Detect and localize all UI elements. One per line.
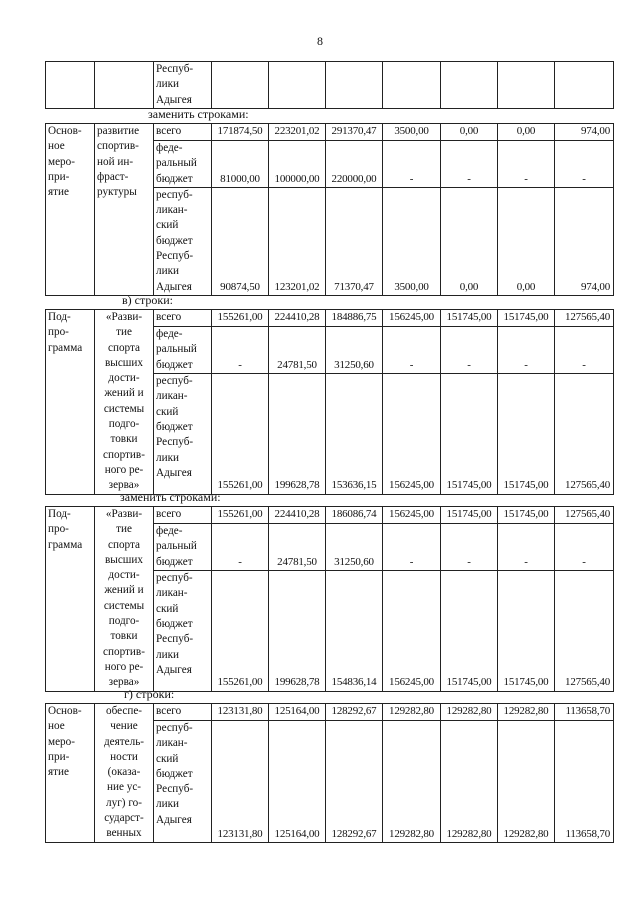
value-cell: 129282,80 bbox=[441, 721, 498, 843]
value-cell: 199628,78 bbox=[269, 571, 326, 691]
value-cell: 24781,50 bbox=[269, 327, 326, 374]
value-cell: 113658,70 bbox=[555, 721, 614, 843]
source-cell: феде- ральный бюджет bbox=[154, 524, 212, 571]
value-cell: 199628,78 bbox=[269, 374, 326, 494]
value-cell: - bbox=[555, 327, 614, 374]
source-cell: Респуб- лики Адыгея bbox=[154, 62, 212, 109]
value-cell: 129282,80 bbox=[498, 704, 555, 721]
table-row bbox=[46, 310, 614, 327]
row-name: обеспе- чение деятель- ности (оказа- ние ус- луг) го- сударст- венных bbox=[95, 704, 154, 843]
value-cell: 151745,00 bbox=[441, 507, 498, 524]
value-cell: 151745,00 bbox=[498, 507, 555, 524]
source-cell: феде- ральный бюджет bbox=[154, 141, 212, 188]
source-cell: респуб- ликан- ский бюджет Респуб- лики Адыгея bbox=[154, 187, 212, 295]
value-cell: 223201,02 bbox=[269, 124, 326, 141]
caption-replace: заменить строками: bbox=[120, 490, 221, 504]
value-cell: 151745,00 bbox=[441, 374, 498, 494]
value-cell: 974,00 bbox=[555, 187, 614, 295]
value-cell: 127565,40 bbox=[555, 374, 614, 494]
value-cell: 224410,28 bbox=[269, 310, 326, 327]
value-cell: - bbox=[212, 327, 269, 374]
value-cell: 125164,00 bbox=[269, 721, 326, 843]
value-cell: 123131,80 bbox=[212, 704, 269, 721]
value-cell: 974,00 bbox=[555, 124, 614, 141]
value-cell: - bbox=[498, 327, 555, 374]
value-cell: - bbox=[441, 327, 498, 374]
source-cell: респуб- ликан- ский бюджет Респуб- лики Адыгея bbox=[154, 571, 212, 691]
row-name: развитие спортив- ной ин- фраст- руктуры bbox=[95, 124, 154, 296]
value-cell: 151745,00 bbox=[498, 571, 555, 691]
value-cell: 128292,67 bbox=[326, 704, 383, 721]
caption-replace: заменить строками: bbox=[148, 107, 249, 121]
page-number: 8 bbox=[317, 34, 323, 48]
source-cell: всего bbox=[154, 310, 212, 327]
table-subprogram-old bbox=[45, 309, 614, 495]
value-cell: - bbox=[498, 524, 555, 571]
value-cell: 156245,00 bbox=[383, 310, 441, 327]
value-cell: - bbox=[383, 327, 441, 374]
table-row bbox=[46, 507, 614, 524]
value-cell: 127565,40 bbox=[555, 571, 614, 691]
value-cell: 113658,70 bbox=[555, 704, 614, 721]
table-infrastructure bbox=[45, 123, 614, 296]
value-cell: 3500,00 bbox=[383, 124, 441, 141]
value-cell: 0,00 bbox=[441, 187, 498, 295]
value-cell: 154836,14 bbox=[326, 571, 383, 691]
value-cell: 155261,00 bbox=[212, 507, 269, 524]
value-cell: - bbox=[441, 141, 498, 188]
value-cell: 81000,00 bbox=[212, 141, 269, 188]
value-cell: - bbox=[441, 524, 498, 571]
value-cell: 155261,00 bbox=[212, 310, 269, 327]
value-cell: 129282,80 bbox=[383, 721, 441, 843]
table-row bbox=[46, 62, 614, 109]
source-cell: всего bbox=[154, 507, 212, 524]
value-cell: 171874,50 bbox=[212, 124, 269, 141]
value-cell: 128292,67 bbox=[326, 721, 383, 843]
value-cell: 151745,00 bbox=[498, 310, 555, 327]
value-cell: 129282,80 bbox=[498, 721, 555, 843]
value-cell: 125164,00 bbox=[269, 704, 326, 721]
value-cell: - bbox=[498, 141, 555, 188]
source-cell: всего bbox=[154, 124, 212, 141]
value-cell: 31250,60 bbox=[326, 524, 383, 571]
value-cell: 127565,40 bbox=[555, 310, 614, 327]
value-cell: 100000,00 bbox=[269, 141, 326, 188]
source-cell: всего bbox=[154, 704, 212, 721]
value-cell: 127565,40 bbox=[555, 507, 614, 524]
value-cell: 123201,02 bbox=[269, 187, 326, 295]
value-cell: 153636,15 bbox=[326, 374, 383, 494]
table-row bbox=[46, 704, 614, 721]
value-cell: 156245,00 bbox=[383, 374, 441, 494]
value-cell: 0,00 bbox=[441, 124, 498, 141]
table-row bbox=[46, 124, 614, 141]
value-cell: - bbox=[212, 524, 269, 571]
row-type: Под- про- грамма bbox=[46, 507, 95, 692]
value-cell: 3500,00 bbox=[383, 187, 441, 295]
source-cell: респуб- ликан- ский бюджет Респуб- лики Адыгея bbox=[154, 374, 212, 494]
caption-v-rows: в) строки: bbox=[122, 293, 173, 307]
row-name: «Разви- тие спорта высших дости- жений и системы подго- товки спортив- ного ре- зерва» bbox=[95, 507, 154, 692]
value-cell: 291370,47 bbox=[326, 124, 383, 141]
source-cell: феде- ральный бюджет bbox=[154, 327, 212, 374]
value-cell: 155261,00 bbox=[212, 571, 269, 691]
value-cell: 129282,80 bbox=[441, 704, 498, 721]
value-cell: 151745,00 bbox=[498, 374, 555, 494]
value-cell: 156245,00 bbox=[383, 507, 441, 524]
row-type: Основ- ное меро- при- ятие bbox=[46, 704, 95, 843]
value-cell: 224410,28 bbox=[269, 507, 326, 524]
value-cell: 151745,00 bbox=[441, 310, 498, 327]
value-cell: 90874,50 bbox=[212, 187, 269, 295]
table-tail bbox=[45, 61, 614, 109]
value-cell: - bbox=[383, 524, 441, 571]
source-cell: респуб- ликан- ский бюджет Респуб- лики Адыгея bbox=[154, 721, 212, 843]
value-cell: 123131,80 bbox=[212, 721, 269, 843]
value-cell: 31250,60 bbox=[326, 327, 383, 374]
value-cell: 0,00 bbox=[498, 124, 555, 141]
value-cell: 129282,80 bbox=[383, 704, 441, 721]
value-cell: 151745,00 bbox=[441, 571, 498, 691]
value-cell: 0,00 bbox=[498, 187, 555, 295]
value-cell: 71370,47 bbox=[326, 187, 383, 295]
caption-g-rows: г) строки: bbox=[124, 687, 175, 701]
table-subprogram-new bbox=[45, 506, 614, 692]
value-cell: 186086,74 bbox=[326, 507, 383, 524]
value-cell: 155261,00 bbox=[212, 374, 269, 494]
row-type: Под- про- грамма bbox=[46, 310, 95, 495]
value-cell: 184886,75 bbox=[326, 310, 383, 327]
value-cell: 220000,00 bbox=[326, 141, 383, 188]
value-cell: 24781,50 bbox=[269, 524, 326, 571]
row-type: Основ- ное меро- при- ятие bbox=[46, 124, 95, 296]
row-name: «Разви- тие спорта высших дости- жений и системы подго- товки спортив- ного ре- зерва» bbox=[95, 310, 154, 495]
value-cell: - bbox=[555, 141, 614, 188]
table-services bbox=[45, 703, 614, 843]
value-cell: 156245,00 bbox=[383, 571, 441, 691]
value-cell: - bbox=[555, 524, 614, 571]
value-cell: - bbox=[383, 141, 441, 188]
